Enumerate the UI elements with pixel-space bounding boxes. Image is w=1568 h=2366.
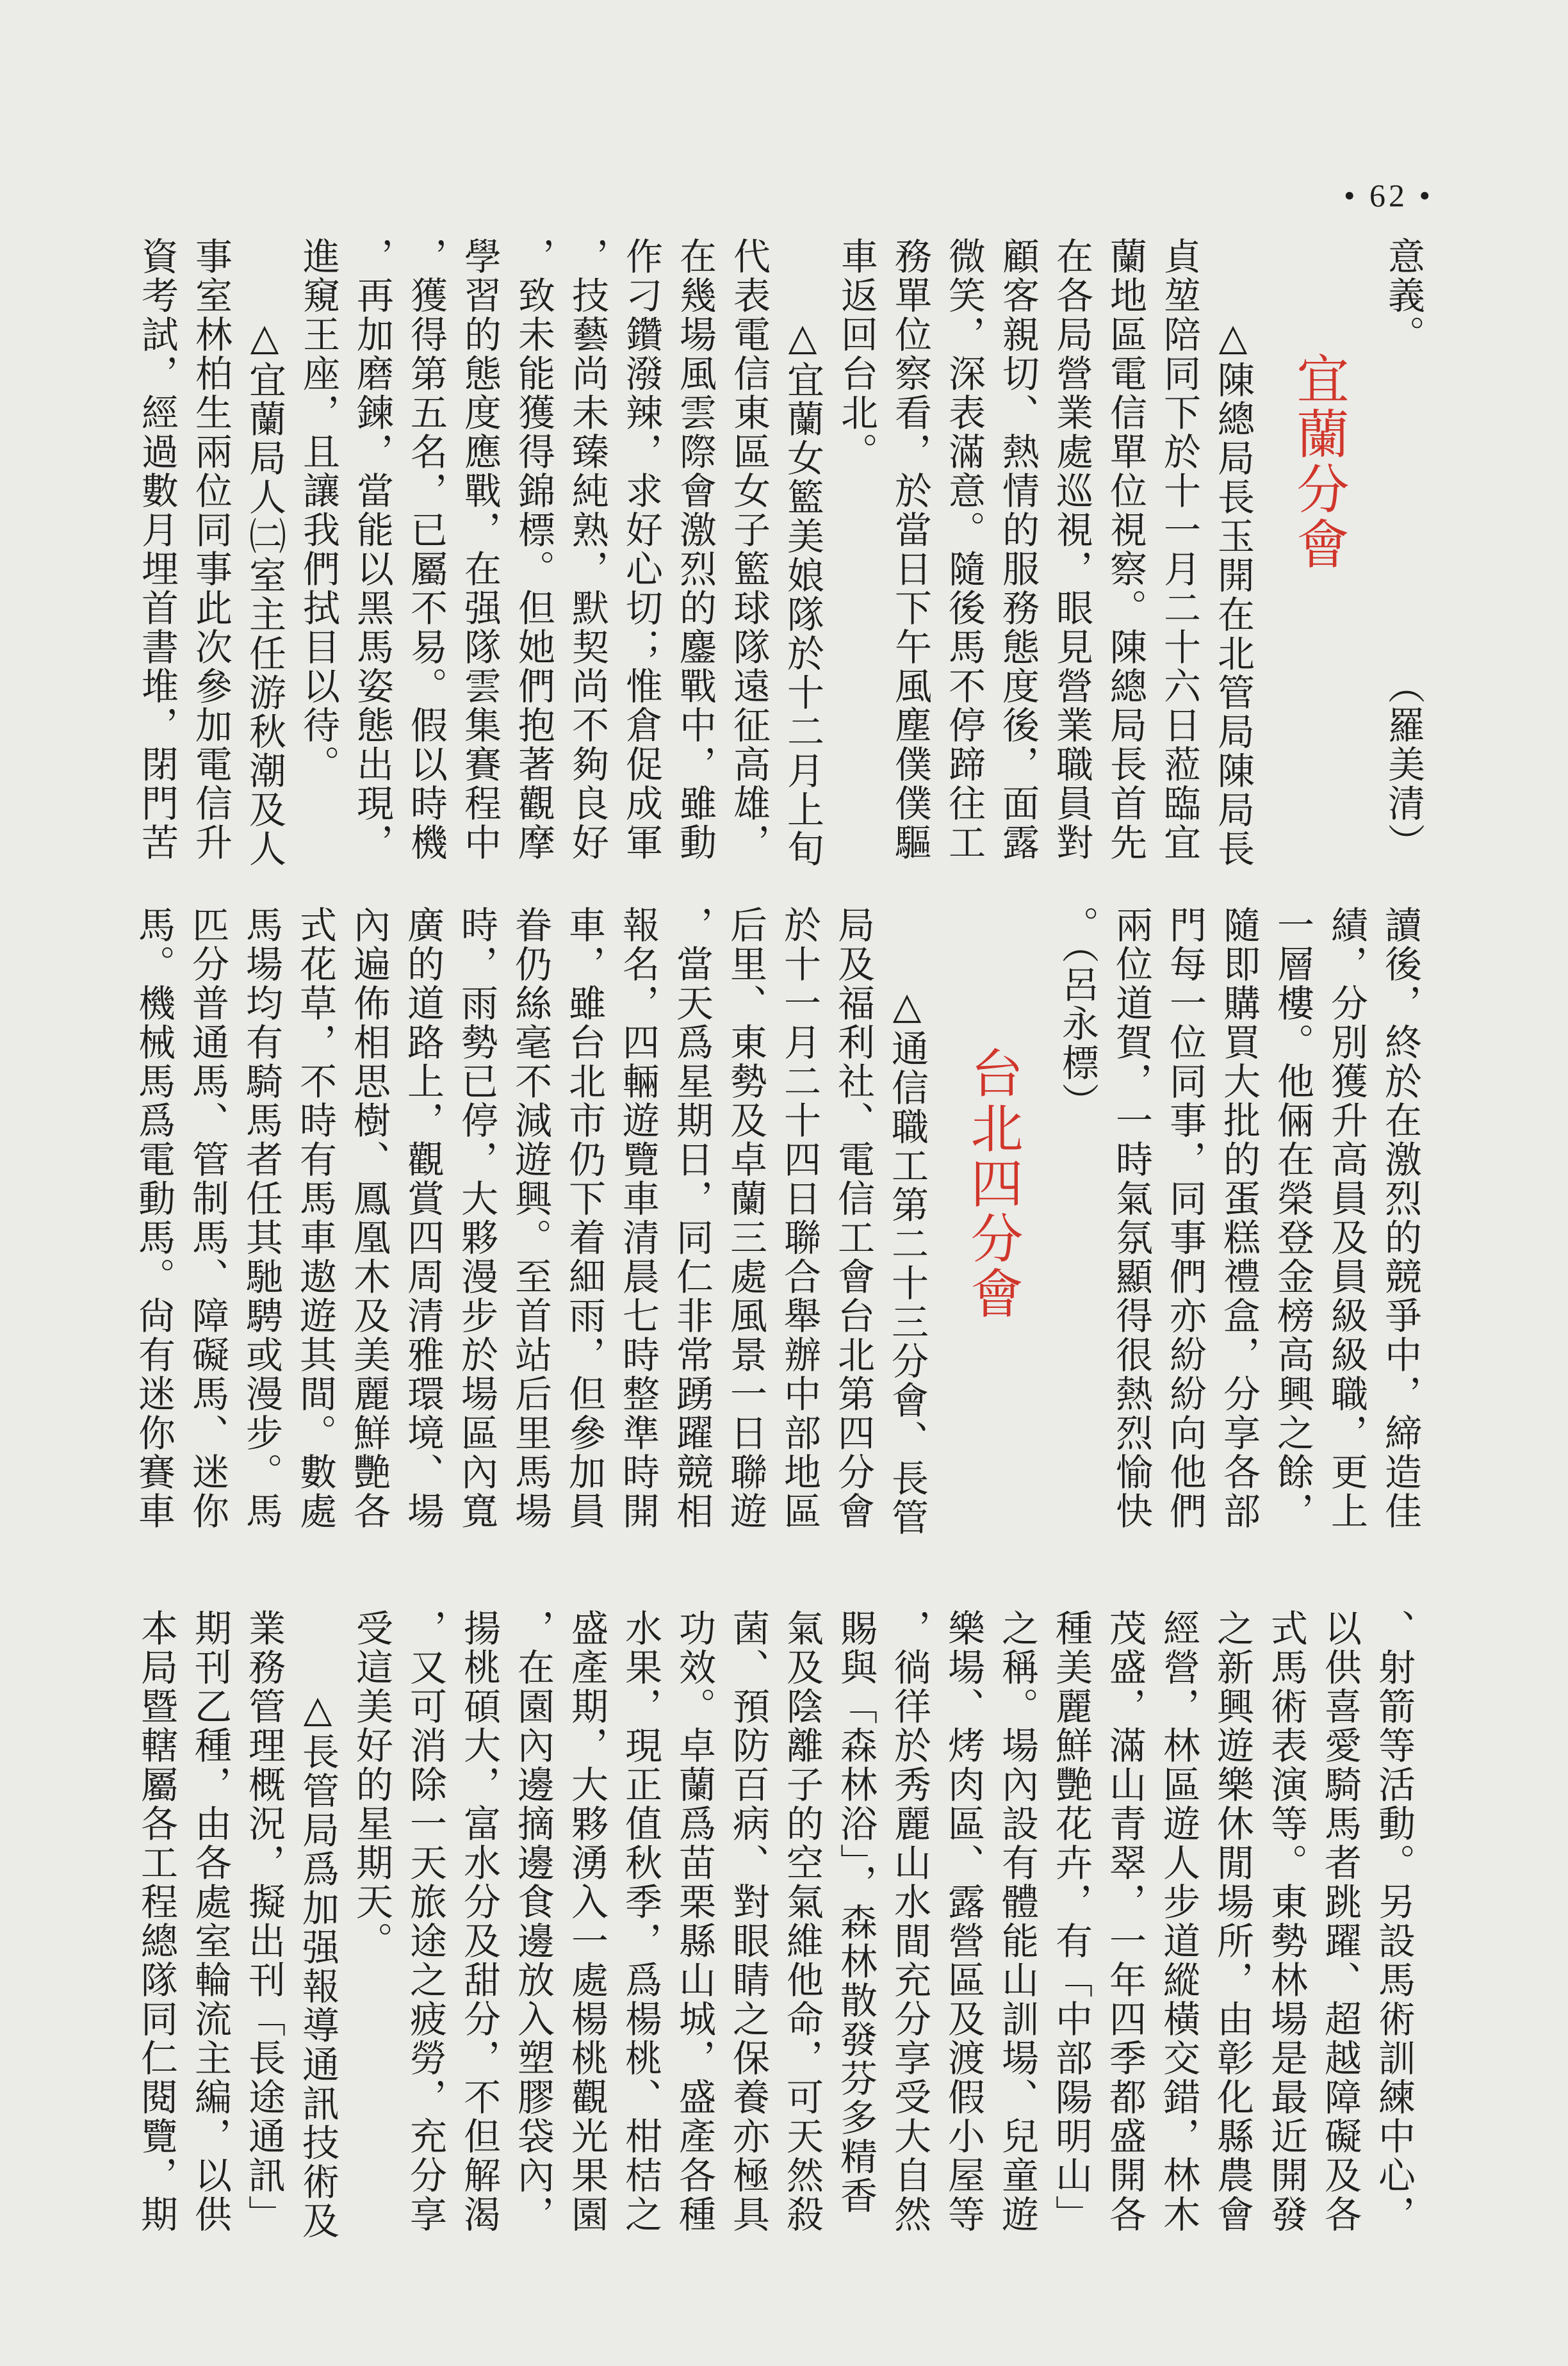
column-text: 門每一位同事，同事們亦紛紛向他們 (1163, 906, 1207, 1531)
column-text: ，獲得第五名，已屬不易。假以時機 (404, 237, 448, 862)
text-column (1376, 237, 1430, 862)
text-column (719, 906, 772, 1531)
column-text: 樂場、烤肉區、露營區及渡假小屋等 (942, 1609, 985, 2234)
text-column (345, 1609, 398, 2234)
column-text: 之新興遊樂休閒場所，由彰化縣農會 (1211, 1609, 1254, 2234)
column-text: ，在園內邊摘邊食邊放入塑膠袋內， (511, 1609, 555, 2234)
column-text: 局及福利社、電信工會台北第四分會 (831, 906, 875, 1531)
column-text: 進窺王座，且讓我們拭目以待。 (297, 237, 340, 784)
text-column (557, 906, 611, 1531)
text-column (1152, 237, 1206, 862)
column-text: 事室林柏生兩位同事此次參加電信升 (189, 237, 233, 862)
column-text: 作刁鑽潑辣，求好心切；惟倉促成軍 (619, 237, 663, 862)
text-column (826, 906, 880, 1531)
text-column (560, 237, 614, 862)
text-column (991, 237, 1045, 862)
text-column (181, 906, 234, 1531)
column-text: 廣的道路上，觀賞四周清雅環境、場 (401, 906, 445, 1531)
text-column (450, 906, 503, 1531)
column-text: 車返回台北。 (835, 237, 878, 471)
column-text: 微笑，深表滿意。隨後馬不停蹄往工 (942, 237, 986, 862)
column-text: 揚桃碩大，富水分及甜分，不但解渴 (457, 1609, 501, 2234)
column-text: 之稱。場內設有體能山訓場、兒童遊 (995, 1609, 1039, 2234)
text-column (936, 1609, 990, 2234)
column-text: 茂盛，滿山青翠，一年四季都盛開各 (1103, 1609, 1147, 2234)
column-text: ，致未能獲得錦標。但她們抱著觀摩 (512, 237, 555, 862)
text-column (345, 237, 399, 862)
text-column (721, 1609, 775, 2234)
text-column (291, 237, 345, 862)
text-column (665, 906, 719, 1531)
column-text: 務單位察看，於當日下午風塵僕僕驅 (888, 237, 932, 862)
column-text: △陳總局長玉開在北管局陳局長 (1211, 315, 1255, 869)
column-text: 在各局營業處巡視，眼見營業職員對 (1050, 237, 1093, 862)
column-text: 在幾場風雲際會激烈的鏖戰中，雖動 (673, 237, 717, 862)
column-text: 讀後，終於在激烈的競爭中，締造佳 (1378, 906, 1422, 1531)
text-column (1206, 237, 1260, 869)
column-text: 眷仍絲毫不減遊興。至首站后里馬場 (509, 906, 552, 1531)
column-text: 期刊乙種，由各處室輪流主編，以供 (188, 1609, 232, 2234)
column-text: 於十一月二十四日聯合舉辦中部地區 (778, 906, 821, 1531)
column-text: 功效。卓蘭爲苗栗縣山城，盛產各種 (673, 1609, 716, 2234)
text-column (127, 906, 181, 1531)
column-text: 式花草，不時有馬車遨遊其間。數處 (293, 906, 337, 1531)
text-column (130, 237, 184, 862)
text-column (288, 906, 342, 1531)
text-column (611, 906, 665, 1531)
column-text: ，又可消除一天旅途之疲勞，充分享 (404, 1609, 447, 2234)
text-band-middle (127, 906, 1427, 1537)
text-column (1367, 1609, 1421, 2234)
column-text: 賜與「森林浴」，森林散發芬多精香 (834, 1609, 878, 2215)
text-column (1045, 237, 1098, 862)
section-heading: 台北四分會 (962, 1046, 1023, 1321)
text-column (614, 1609, 667, 2234)
column-text: 內遍佈相思樹、鳳凰木及美麗鮮艷各 (347, 906, 391, 1531)
text-column (1319, 906, 1373, 1531)
column-text: 后里、東勢及卓蘭三處風景一日聯遊 (724, 906, 767, 1531)
text-column (829, 237, 883, 862)
column-text: 隨即購買大批的蛋糕禮盒，分享各部 (1217, 906, 1261, 1531)
text-column (506, 1609, 560, 2234)
text-column (883, 237, 937, 862)
column-text: △宜蘭局人㈡室主任游秋潮及人 (243, 315, 286, 869)
column-text: ，再加磨鍊，當能以黑馬姿態出現， (350, 237, 394, 862)
text-column (507, 237, 560, 862)
text-column (1098, 1609, 1152, 2234)
column-text: 報名，四輛遊覽車清晨七時整準時開 (616, 906, 660, 1531)
column-text: 本局暨轄屬各工程總隊同仁閱覽，期 (135, 1609, 178, 2234)
column-text: 馬場均有騎馬者任其馳騁或漫步。馬 (240, 906, 283, 1531)
text-column (342, 906, 396, 1531)
column-text: 經營，林區遊人步道縱橫交錯，林木 (1157, 1609, 1200, 2234)
text-column (1212, 906, 1266, 1531)
column-text: 資考試，經過數月埋首書堆，閉門苦 (135, 237, 179, 862)
text-column (1152, 1609, 1205, 2234)
column-text: 、射箭等活動。另設馬術訓練中心， (1372, 1609, 1416, 2234)
text-column (1205, 1609, 1259, 2234)
text-column (398, 1609, 452, 2234)
text-column (129, 1609, 183, 2234)
column-text: 學習的態度應戰，在强隊雲集賽程中 (458, 237, 502, 862)
column-text: 車，雖台北市仍下着細雨，但參加員 (562, 906, 606, 1531)
text-column (722, 237, 776, 862)
text-column (775, 1609, 829, 2234)
column-text: ，徜徉於秀麗山水間充分享受大自然 (888, 1609, 931, 2234)
column-text: 顧客親切、熱情的服務態度後，面露 (996, 237, 1040, 862)
text-column (396, 906, 450, 1531)
text-band-top (130, 237, 1430, 869)
column-text: △宜蘭女籃美娘隊於十二月上旬 (781, 315, 824, 869)
text-column (1050, 906, 1104, 1531)
text-column (1266, 906, 1319, 1531)
text-band-bottom (129, 1609, 1421, 2240)
text-column (1098, 237, 1152, 862)
column-text: 業務管理概況，擬出刊「長途通訊」 (242, 1609, 286, 2234)
author-byline: （羅美清） (1382, 667, 1425, 862)
column-text: 以供喜愛騎馬者跳躍、超越障礙及各 (1318, 1609, 1362, 2234)
column-text: 受這美好的星期天。 (350, 1609, 393, 1961)
column-text: 一層樓。他倆在榮登金榜高興之餘， (1271, 906, 1314, 1531)
text-column (183, 1609, 237, 2234)
column-text: △通信職工第二十三分會、長管 (885, 984, 929, 1537)
text-column (990, 1609, 1044, 2234)
text-column (560, 1609, 614, 2234)
text-column (614, 237, 668, 862)
column-text: 式馬術表演等。東勢林場是最近開發 (1264, 1609, 1308, 2234)
text-column (1313, 1609, 1367, 2234)
column-text: 馬。機械馬爲電動馬。尙有迷你賽車 (132, 906, 176, 1531)
column-text: ，技藝尚未臻純熟，默契尚不夠良好 (566, 237, 609, 862)
column-text: 菌、預防百病、對眼睛之保養亦極具 (726, 1609, 770, 2234)
text-column (776, 237, 829, 869)
text-column (1104, 906, 1158, 1531)
column-text: ，當天爲星期日，同仁非常踴躍競相 (670, 906, 714, 1531)
column-text: 種美麗鮮艷花卉，有「中部陽明山」 (1049, 1609, 1093, 2234)
text-column (234, 906, 288, 1531)
column-text: 代表電信東區女子籃球隊遠征高雄， (727, 237, 771, 862)
text-column (503, 906, 557, 1531)
column-text: 。（呂永標） (1056, 906, 1099, 1122)
column-text: 績，分別獲升高員及員級級職，更上 (1325, 906, 1368, 1531)
column-text: 水果，現正值秋季，爲楊桃、柑桔之 (619, 1609, 662, 2234)
column-text: 意義。 (1382, 237, 1425, 354)
text-column (772, 906, 826, 1531)
column-text: 時，雨勢已停，大夥漫步於場區內寬 (455, 906, 498, 1531)
text-column (453, 237, 507, 862)
text-column (1373, 906, 1427, 1531)
text-column (184, 237, 238, 862)
column-text: 貞堃陪同下於十一月二十六日蒞臨宜 (1157, 237, 1201, 862)
text-column (883, 1609, 936, 2234)
text-column (1158, 906, 1212, 1531)
text-column (829, 1609, 883, 2234)
text-column (1259, 1609, 1313, 2234)
text-column (291, 1609, 345, 2240)
text-column (880, 906, 934, 1537)
text-column (667, 1609, 721, 2234)
column-text: 盛產期，大夥湧入一處楊桃觀光果園 (565, 1609, 608, 2234)
text-column (1044, 1609, 1098, 2234)
text-column (937, 237, 991, 862)
column-text: △長管局爲加强報導通訊技術及 (296, 1687, 339, 2240)
text-column (452, 1609, 506, 2234)
column-text: 兩位道賀，一時氣氛顯得很熱烈愉快 (1109, 906, 1153, 1531)
column-text: 匹分普通馬、管制馬、障礙馬、迷你 (186, 906, 229, 1531)
text-column (238, 237, 291, 869)
text-column (237, 1609, 291, 2234)
column-text: 氣及陰離子的空氣維他命，可天然殺 (780, 1609, 824, 2234)
text-column (399, 237, 453, 862)
text-column (668, 237, 722, 862)
section-heading: 宜蘭分會 (1288, 352, 1349, 572)
column-text: 蘭地區電信單位視察。陳總局長首先 (1104, 237, 1147, 862)
page-number: • 62 • (1343, 177, 1433, 213)
